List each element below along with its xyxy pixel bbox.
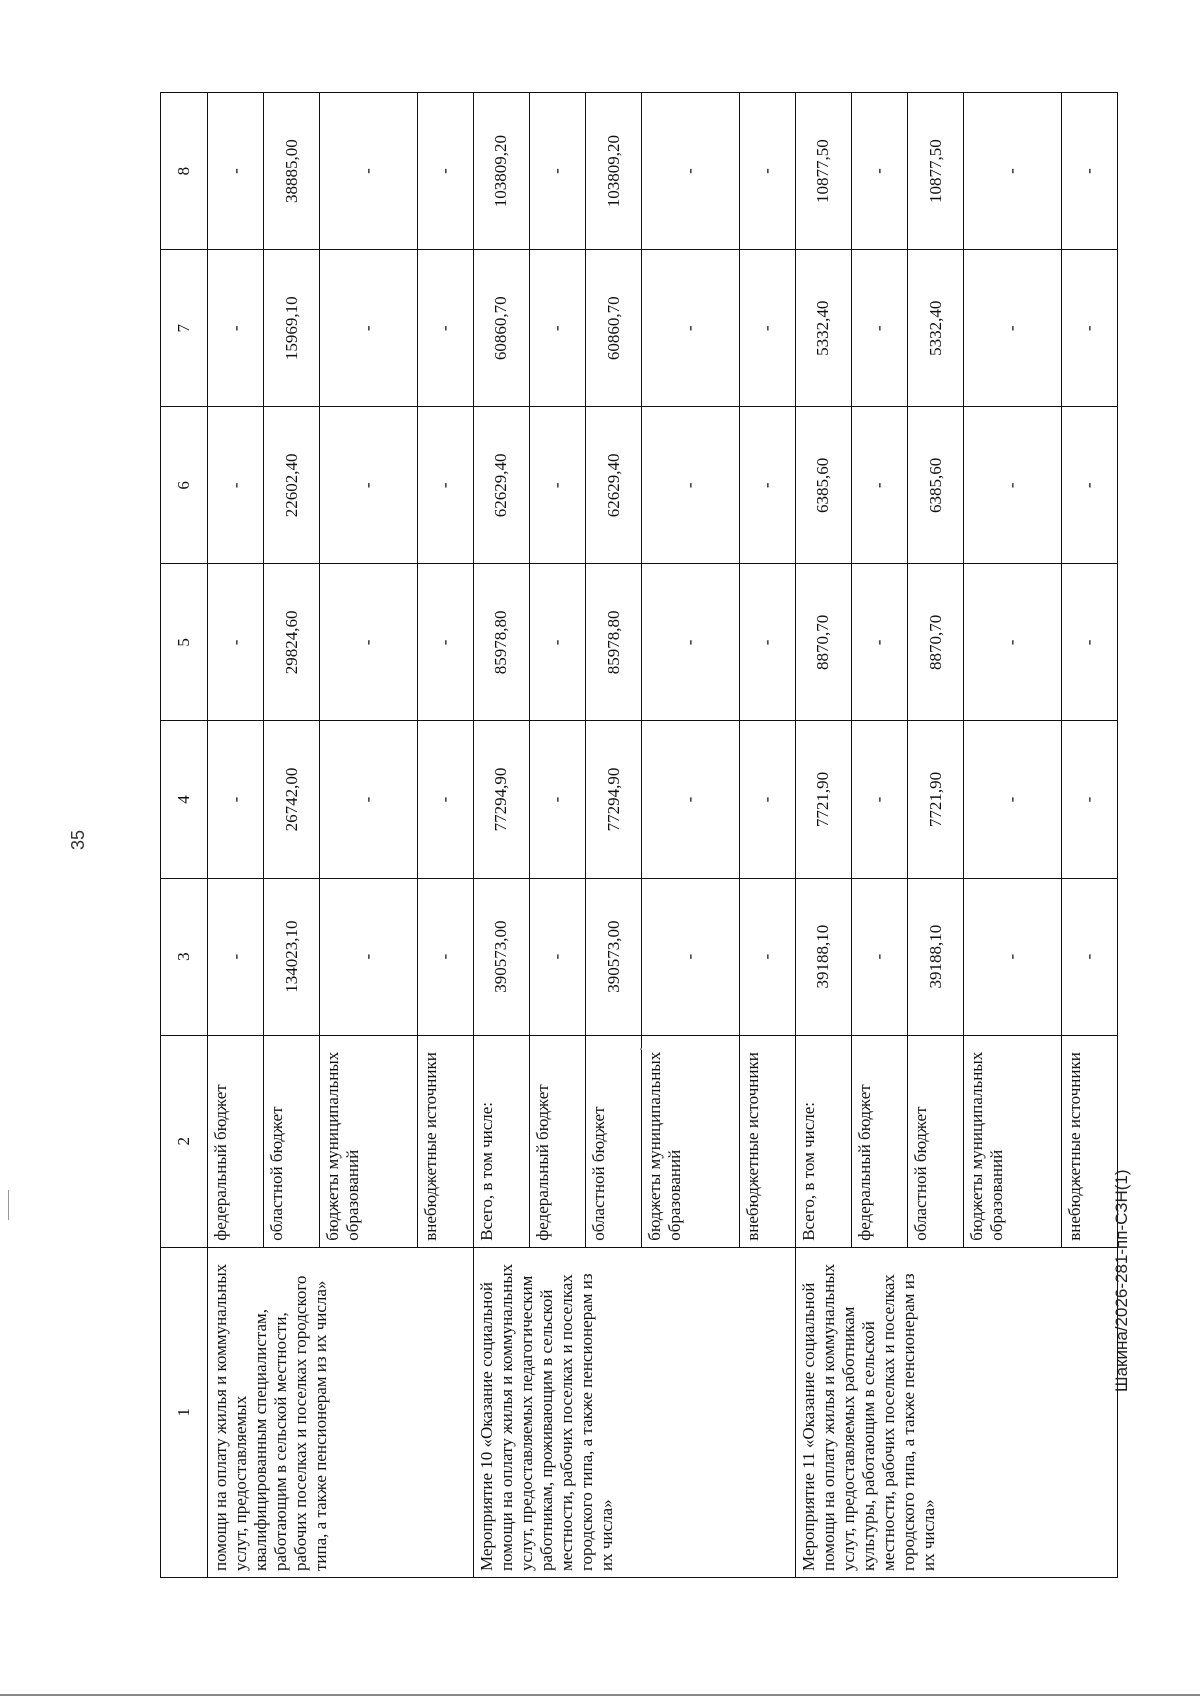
amount-cell: 6385,60 [908,407,964,564]
amount-cell: 10877,50 [908,93,964,250]
amount-cell: - [851,93,907,250]
amount-cell: 22602,40 [264,407,320,564]
amount-cell: - [1061,721,1117,878]
amount-cell: - [964,93,1062,250]
amount-cell: - [642,878,740,1035]
column-header-6: 6 [161,407,208,564]
funding-source: бюджеты муниципальных образований [964,1035,1062,1247]
amount-cell: - [851,564,907,721]
budget-table [160,92,1118,1578]
amount-cell: 15969,10 [264,250,320,407]
amount-cell: - [417,878,473,1035]
amount-cell: 39188,10 [908,878,964,1035]
amount-cell: 77294,90 [473,721,529,878]
amount-cell: 85978,80 [586,564,642,721]
amount-cell: 38885,00 [264,93,320,250]
amount-cell: - [1061,878,1117,1035]
amount-cell: - [642,407,740,564]
amount-cell: - [529,407,585,564]
funding-source: внебюджетные источники [1061,1035,1117,1247]
amount-cell: - [529,93,585,250]
amount-cell: 7721,90 [908,721,964,878]
document-code: Шакина/2026-281-пп-СЗН(1) [1112,1169,1131,1392]
funding-source: бюджеты муниципальных образований [642,1035,740,1247]
amount-cell: - [417,250,473,407]
funding-source: федеральный бюджет [851,1035,907,1247]
amount-cell: - [964,878,1062,1035]
amount-cell: 60860,70 [586,250,642,407]
amount-cell: - [1061,250,1117,407]
column-header-1: 1 [161,1247,208,1577]
funding-source: внебюджетные источники [417,1035,473,1247]
amount-cell: - [320,721,418,878]
amount-cell: - [208,721,264,878]
amount-cell: - [417,93,473,250]
amount-cell: - [642,721,740,878]
amount-cell: - [964,564,1062,721]
funding-source: Всего, в том числе: [473,1035,529,1247]
amount-cell: - [739,250,795,407]
activity-description: Мероприятие 11 «Оказание социальной помощи на оплату жилья и коммунальных услут, предоставляемых работникам культуры, работающим в сельской местности, рабочих поселках и поселках городского типа, а также пенсионерам из их числа» [795,1247,1117,1577]
table-row [473,93,529,1578]
table-body [208,93,1118,1578]
amount-cell: 6385,60 [795,407,851,564]
amount-cell: - [529,250,585,407]
column-header-3: 3 [161,878,208,1035]
amount-cell: 390573,00 [473,878,529,1035]
funding-source: внебюджетные источники [739,1035,795,1247]
amount-cell: 7721,90 [795,721,851,878]
scan-mark [640,1048,642,1050]
column-header-4: 4 [161,721,208,878]
funding-source: областной бюджет [586,1035,642,1247]
amount-cell: - [529,878,585,1035]
column-header-5: 5 [161,564,208,721]
amount-cell: - [739,93,795,250]
amount-cell: 5332,40 [908,250,964,407]
amount-cell: 8870,70 [795,564,851,721]
amount-cell: - [208,407,264,564]
amount-cell: - [1061,93,1117,250]
amount-cell: - [964,250,1062,407]
funding-source: бюджеты муниципальных образований [320,1035,418,1247]
amount-cell: - [642,564,740,721]
activity-description: помощи на оплату жилья и коммунальных услут, предоставляемых квалифицированным специалистам, работающим в сельской местности, рабочих поселках и поселках городского типа, а также пенсионерам из их числа» [208,1247,474,1577]
amount-cell: 103809,20 [586,93,642,250]
amount-cell: - [739,878,795,1035]
amount-cell: - [320,407,418,564]
amount-cell: - [320,564,418,721]
amount-cell: - [739,721,795,878]
amount-cell: 62629,40 [586,407,642,564]
amount-cell: - [208,564,264,721]
amount-cell: - [642,93,740,250]
amount-cell: 8870,70 [908,564,964,721]
scan-mark [8,1190,9,1220]
amount-cell: 26742,00 [264,721,320,878]
amount-cell: 134023,10 [264,878,320,1035]
amount-cell: 85978,80 [473,564,529,721]
amount-cell: 29824,60 [264,564,320,721]
column-header-7: 7 [161,250,208,407]
funding-source: Всего, в том числе: [795,1035,851,1247]
activity-description: Мероприятие 10 «Оказание социальной помощи на оплату жилья и коммунальных услут, предоставляемых педагогическим работникам, проживающим в сельской местности, рабочих поселках и поселках городского типа, а также пенсионерам из их числа» [473,1247,795,1577]
amount-cell: 77294,90 [586,721,642,878]
amount-cell: - [1061,564,1117,721]
scan-edge-line [0,1694,1200,1696]
amount-cell: 5332,40 [795,250,851,407]
amount-cell: - [739,564,795,721]
amount-cell: - [964,407,1062,564]
header-row [161,93,208,1578]
amount-cell: 39188,10 [795,878,851,1035]
amount-cell: - [320,250,418,407]
amount-cell: - [851,878,907,1035]
amount-cell: - [417,564,473,721]
amount-cell: - [851,250,907,407]
funding-source: федеральный бюджет [208,1035,264,1247]
amount-cell: 10877,50 [795,93,851,250]
column-header-8: 8 [161,93,208,250]
amount-cell: - [529,564,585,721]
column-header-2: 2 [161,1035,208,1247]
funding-source: областной бюджет [264,1035,320,1247]
amount-cell: - [417,407,473,564]
amount-cell: - [529,721,585,878]
amount-cell: - [739,407,795,564]
page-number: 35 [68,829,88,850]
table-row [795,93,851,1578]
amount-cell: - [208,878,264,1035]
amount-cell: 60860,70 [473,250,529,407]
table-header [161,93,208,1578]
amount-cell: - [208,250,264,407]
funding-source: областной бюджет [908,1035,964,1247]
amount-cell: - [320,878,418,1035]
amount-cell: - [1061,407,1117,564]
amount-cell: 390573,00 [586,878,642,1035]
amount-cell: - [964,721,1062,878]
amount-cell: - [208,93,264,250]
amount-cell: 62629,40 [473,407,529,564]
table-row [208,93,264,1578]
rotated-table-container [160,92,1118,1578]
amount-cell: - [320,93,418,250]
amount-cell: - [417,721,473,878]
amount-cell: - [851,721,907,878]
funding-source: федеральный бюджет [529,1035,585,1247]
amount-cell: - [642,250,740,407]
amount-cell: 103809,20 [473,93,529,250]
amount-cell: - [851,407,907,564]
